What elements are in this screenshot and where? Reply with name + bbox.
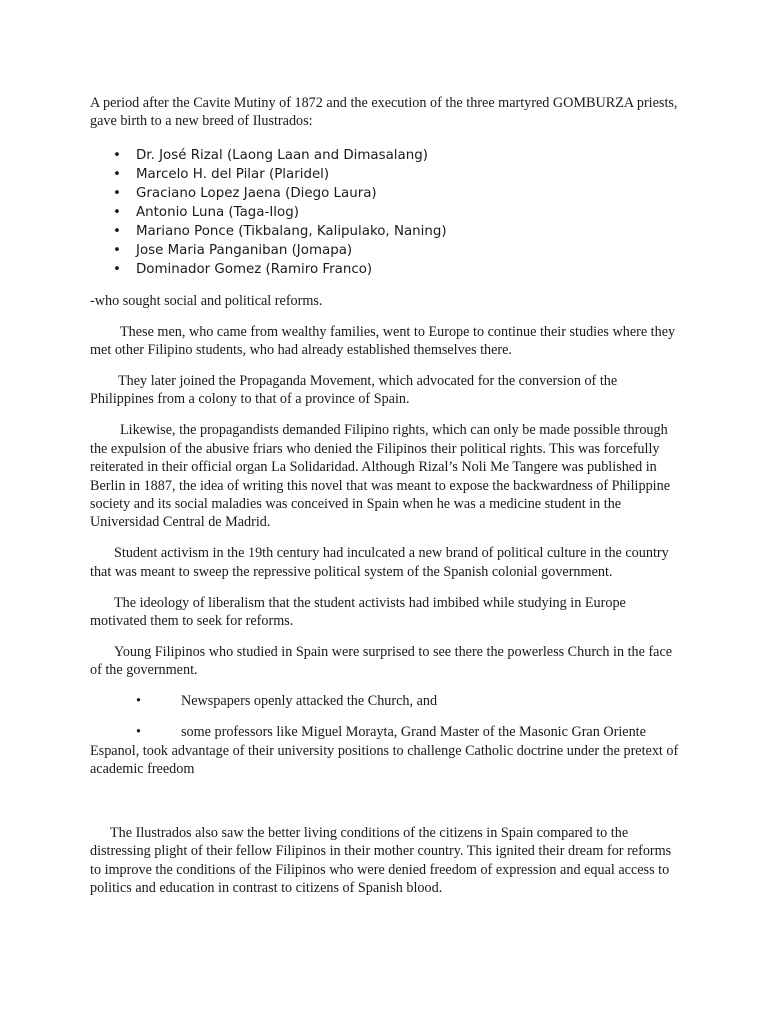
wealthy-families-paragraph: These men, who came from wealthy families, went to Europe to continue their studies where they met other Filipino students, who had already established themselves there. xyxy=(90,323,676,359)
bullet-icon: • xyxy=(113,166,121,182)
bullet-icon: • xyxy=(113,223,121,239)
bullet-icon: • xyxy=(113,147,121,163)
bullet-icon: • xyxy=(113,204,121,220)
sub-bullet-item xyxy=(90,692,680,710)
bullet-icon: • xyxy=(136,693,141,710)
list-item-text: Mariano Ponce (Tikbalang, Kalipulako, Naning) xyxy=(136,223,447,239)
sub-bullet-text: Newspapers openly attacked the Church, and xyxy=(181,693,438,710)
list-item-text: Dominador Gomez (Ramiro Franco) xyxy=(136,261,373,277)
list-item xyxy=(90,146,680,165)
list-item xyxy=(90,241,680,260)
list-item xyxy=(90,165,680,184)
spacer xyxy=(90,791,680,824)
ilustrados-list xyxy=(90,146,680,279)
sub-bullet-text: some professors like Miguel Morayta, Grand Master of the Masonic Gran Oriente Espanol, took advantage of their university positions to challenge Catholic doctrine under the pretext of academic freedom xyxy=(90,724,679,777)
bullet-icon: • xyxy=(113,185,121,201)
bullet-icon: • xyxy=(113,261,121,277)
liberalism-paragraph: The ideology of liberalism that the student activists had imbibed while studying in Europe motivated them to seek for reforms. xyxy=(90,594,626,629)
list-item xyxy=(90,222,680,241)
list-item-text: Antonio Luna (Taga-Ilog) xyxy=(136,204,299,220)
list-item-text: Dr. José Rizal (Laong Laan and Dimasalang) xyxy=(136,147,428,163)
intro-paragraph: A period after the Cavite Mutiny of 1872 and the execution of the three martyred GOMBURZA priests, gave birth to a new breed of Ilustrados: xyxy=(90,95,678,130)
living-conditions-paragraph: The Ilustrados also saw the better living conditions of the citizens in Spain compared to the distressing plight of their fellow Filipinos in their mother country. This ignited their dream for reforms to improve the conditions of the Filipinos who were denied freedom of expression and equal access to politics and education in contrast to citizens of Spanish blood. xyxy=(90,824,672,897)
list-item xyxy=(90,184,680,203)
document-page xyxy=(90,94,680,910)
list-item-text: Jose Maria Panganiban (Jomapa) xyxy=(136,242,353,258)
list-item xyxy=(90,260,680,279)
list-item xyxy=(90,203,680,222)
bullet-icon: • xyxy=(113,242,121,258)
list-item-text: Marcelo H. del Pilar (Plaridel) xyxy=(136,166,330,182)
bullet-icon: • xyxy=(136,724,141,741)
reforms-line: -who sought social and political reforms. xyxy=(90,292,323,309)
student-activism-paragraph: Student activism in the 19th century had inculcated a new brand of political culture in the country that was meant to sweep the repressive political system of the Spanish colonial government. xyxy=(90,545,669,580)
powerless-church-paragraph: Young Filipinos who studied in Spain were surprised to see there the powerless Church in the face of the government. xyxy=(90,643,673,679)
propaganda-paragraph: They later joined the Propaganda Movement, which advocated for the conversion of the Philippines from a colony to that of a province of Spain. xyxy=(90,373,618,408)
sub-bullet-item xyxy=(90,723,680,778)
filipino-rights-paragraph: Likewise, the propagandists demanded Filipino rights, which can only be made possible through the expulsion of the abusive friars who denied the Filipinos their political rights. This was forcefully reiterated in their official organ La Solidaridad. Although Rizal’s Noli Me Tangere was published in Berlin in 1887, the idea of writing this novel that was meant to expose the backwardness of Philippine society and its social maladies was conceived in Spain when he was a medicine student in the Universidad Central de Madrid. xyxy=(90,422,670,531)
list-item-text: Graciano Lopez Jaena (Diego Laura) xyxy=(136,185,377,201)
